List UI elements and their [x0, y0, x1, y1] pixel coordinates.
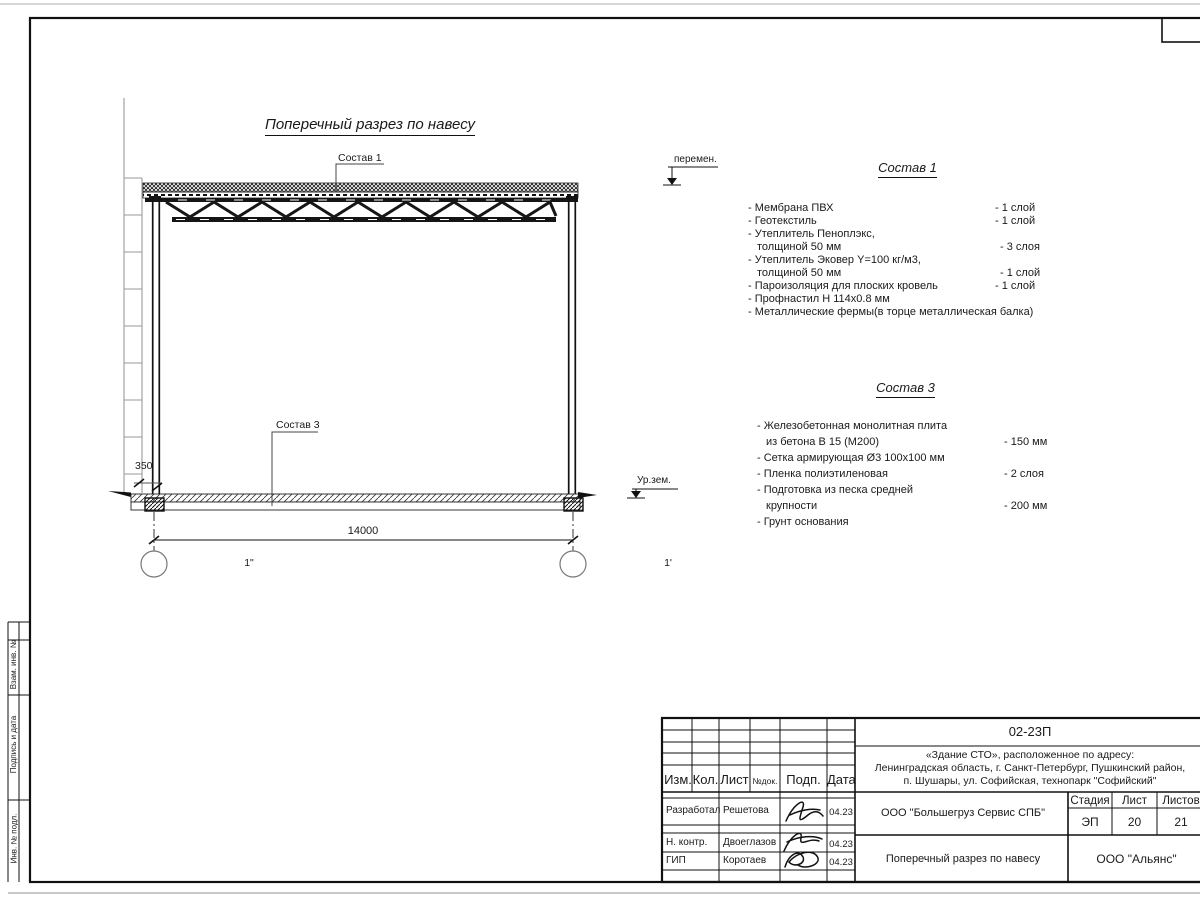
object-address-line3: п. Шушары, ул. Софийская, технопарк "Софийский"	[903, 775, 1157, 787]
list-item: - Утеплитель Эковер Y=100 кг/м3,	[748, 254, 921, 266]
header-kol: Кол.	[692, 772, 719, 787]
list-item: толщиной 50 мм - 3 слоя	[757, 241, 1041, 253]
row-date: 04.23	[829, 857, 853, 868]
header-list2: Лист	[1122, 795, 1147, 807]
side-stamp-podpis: Подпись и дата	[9, 715, 18, 774]
urzem-label: Ур.зем.	[637, 475, 671, 486]
roof-assembly	[143, 183, 578, 202]
sostav3-heading: Состав 3	[853, 380, 958, 395]
truss-diagonals	[166, 202, 556, 217]
list-item: из бетона В 15 (М200) - 150 мм	[766, 436, 1048, 448]
sheet-title: Поперечный разрез по навесу	[885, 853, 1041, 865]
dimension-350	[134, 479, 162, 491]
list-item: - Утеплитель Пеноплэкс,	[748, 228, 875, 240]
list-item: - Пленка полиэтиленовая - 2 слоя	[757, 468, 1045, 480]
list-value: 20	[1127, 815, 1142, 829]
section-drawing	[95, 90, 715, 590]
list-item: - Сетка армирующая Ø3 100х100 мм	[757, 452, 945, 464]
level-mark-urzem	[627, 489, 678, 498]
row-date: 04.23	[829, 839, 853, 850]
level-mark-peremen	[663, 167, 718, 185]
sostav1-leader-label: Состав 1	[338, 152, 382, 164]
list-item: - Железобетонная монолитная плита	[757, 420, 948, 432]
list-item: толщиной 50 мм - 1 слой	[757, 267, 1041, 279]
row-role: ГИП	[666, 855, 686, 866]
existing-wall	[124, 98, 142, 493]
row-name: Коротаев	[723, 855, 767, 866]
floor-slab	[108, 491, 597, 511]
list-item: - Геотекстиль - 1 слой	[748, 215, 1036, 227]
header-stadia: Стадия	[1070, 795, 1110, 807]
org-name: ООО "Альянс"	[1096, 852, 1177, 866]
axis-label-left: 1"	[244, 557, 254, 569]
list-item: - Пароизоляция для плоских кровель - 1 слой	[748, 280, 1036, 292]
footing-right	[564, 498, 583, 511]
sostav1-list	[748, 202, 1098, 319]
axis-label-right: 1'	[664, 557, 672, 569]
row-role: Разработал	[666, 805, 721, 816]
header-listov: Листов	[1162, 795, 1200, 807]
row-role: Н. контр.	[666, 837, 708, 848]
roof-profiled-sheet-band	[143, 192, 578, 198]
header-list: Лист	[720, 772, 749, 787]
roof-insulation-band	[143, 183, 578, 192]
list-item: - Грунт основания	[757, 516, 849, 528]
corner-format-box	[1162, 18, 1200, 42]
dimension-14000	[141, 512, 586, 577]
list-item: крупности - 200 мм	[766, 500, 1048, 512]
doc-number: 02-23П	[1008, 724, 1052, 739]
header-data: Дата	[827, 772, 856, 787]
footing-left	[145, 498, 164, 511]
dim-350-label: 350	[135, 460, 153, 472]
axis-bubble-left	[141, 551, 167, 577]
list-item: - Подготовка из песка средней	[757, 484, 913, 496]
truss-bearing-right	[566, 196, 578, 202]
side-stamp-vzam: Взам. инв. №	[9, 639, 18, 690]
object-address-line2: Ленинградская область, г. Санкт-Петербург, Пушкинский район,	[874, 762, 1186, 774]
drawing-title	[255, 116, 485, 133]
company-name: ООО "Большегруз Сервис СПБ"	[880, 807, 1046, 819]
side-stamp-inv: Инв. № подл.	[9, 813, 19, 864]
header-izm: Изм.	[664, 772, 692, 787]
drawing-title-text: Поперечный разрез по навесу	[265, 116, 475, 136]
sostav3-leader-label: Состав 3	[276, 419, 320, 431]
header-doc: №док.	[752, 776, 778, 786]
stadia-value: ЭП	[1081, 815, 1099, 829]
sostav1-heading: Состав 1	[855, 160, 960, 175]
header-podp: Подп.	[786, 772, 821, 787]
ground-wedge-right	[578, 492, 597, 498]
list-item: - Металлические фермы(в торце металлическая балка)	[748, 306, 1034, 318]
dim-14000-label: 14000	[347, 525, 379, 537]
axis-bubble-right	[560, 551, 586, 577]
ground-wedge-left	[108, 491, 131, 497]
list-item: - Профнастил Н 114х0.8 мм	[748, 293, 890, 305]
peremen-label: перемен.	[674, 154, 717, 165]
sostav3-list	[757, 418, 1087, 530]
row-name: Решетова	[723, 805, 769, 816]
row-date: 04.23	[829, 807, 853, 818]
columns	[153, 196, 576, 494]
list-item: - Мембрана ПВХ - 1 слой	[748, 202, 1036, 214]
titleblock	[662, 718, 1200, 882]
object-address-line1: «Здание СТО», расположенное по адресу:	[925, 749, 1135, 761]
row-name: Двоеглазов	[723, 837, 777, 848]
listov-value: 21	[1174, 815, 1188, 829]
